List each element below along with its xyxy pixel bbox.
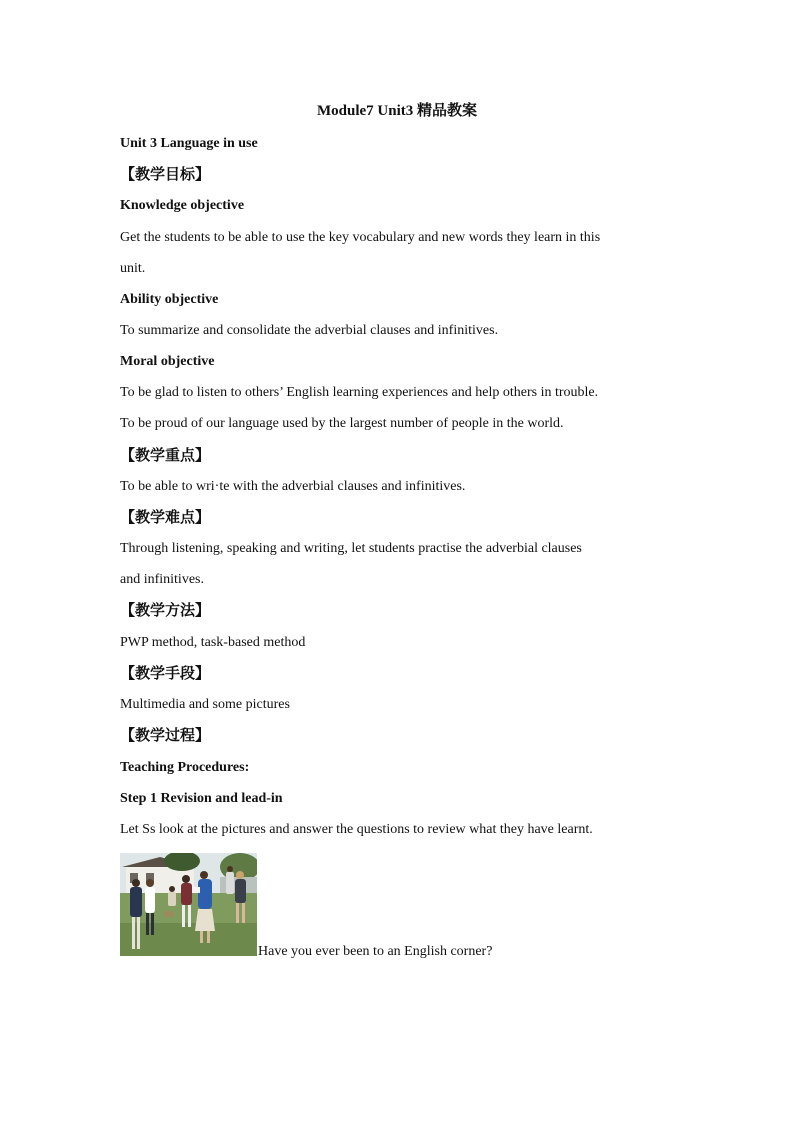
section-heading-method: 【教学方法】 (120, 603, 211, 619)
section-heading-process: 【教学过程】 (120, 728, 211, 744)
step1-text: Let Ss look at the pictures and answer the questions to review what they have learnt. (120, 822, 593, 837)
step1-heading: Step 1 Revision and lead-in (120, 791, 283, 806)
unit-heading: Unit 3 Language in use (120, 136, 258, 151)
moral-objective-label: Moral objective (120, 354, 215, 369)
section-heading-means: 【教学手段】 (120, 666, 211, 682)
moral-objective-text: To be glad to listen to others’ English learning experiences and help others in trouble. (120, 385, 599, 400)
english-corner-photo (120, 853, 257, 956)
section-heading-difficulties: 【教学难点】 (120, 510, 211, 526)
means-text: Multimedia and some pictures (120, 697, 290, 712)
moral-objective-text-cont: To be proud of our language used by the largest number of people in the world. (120, 416, 564, 431)
ability-objective-label: Ability objective (120, 292, 219, 307)
knowledge-objective-text-cont: unit. (120, 261, 146, 276)
teaching-procedures-label: Teaching Procedures: (120, 760, 250, 775)
section-heading-key-points: 【教学重点】 (120, 448, 211, 464)
key-points-text: To be able to wri·te with the adverbial clauses and infinitives. (120, 479, 466, 494)
section-heading-goals: 【教学目标】 (120, 167, 211, 183)
document-title: Module7 Unit3 精品教案 (316, 103, 477, 119)
ability-objective-text: To summarize and consolidate the adverbial clauses and infinitives. (120, 323, 499, 338)
difficulties-text: Through listening, speaking and writing, let students practise the adverbial clauses (120, 541, 582, 556)
photo-caption: Have you ever been to an English corner? (258, 944, 493, 959)
method-text: PWP method, task-based method (120, 635, 306, 650)
knowledge-objective-label: Knowledge objective (120, 198, 245, 213)
difficulties-text-cont: and infinitives. (120, 572, 204, 587)
knowledge-objective-text: Get the students to be able to use the key vocabulary and new words they learn in this (120, 230, 601, 245)
